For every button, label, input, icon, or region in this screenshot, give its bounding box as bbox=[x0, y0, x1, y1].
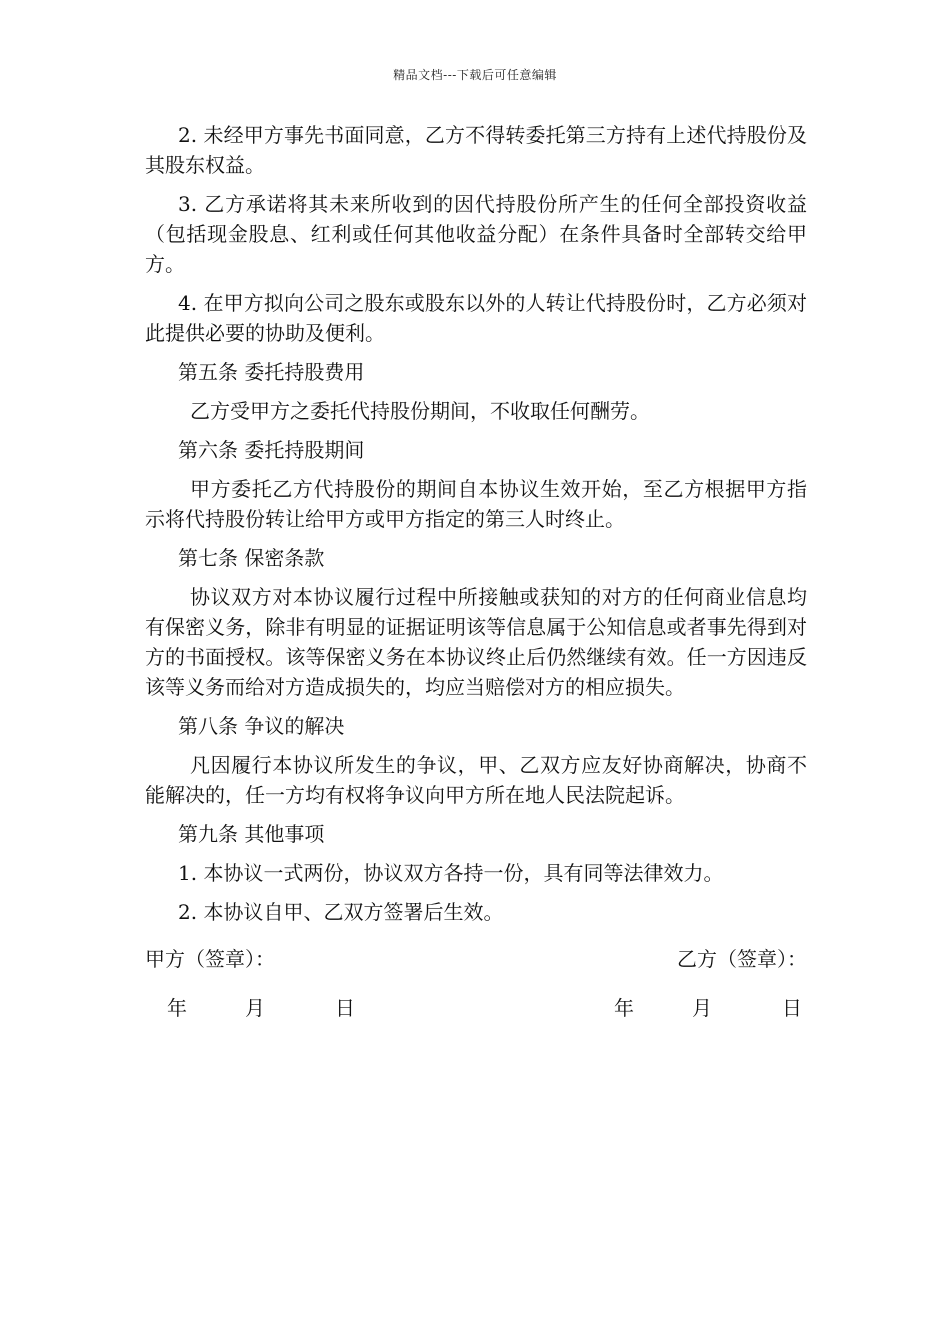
article-8-text: 凡因履行本协议所发生的争议，甲、乙双方应友好协商解决，协商不能解决的，任一方均有权将争议向甲方所在地人民法院起诉。 bbox=[145, 753, 807, 807]
party-b-month-label: 月 bbox=[692, 996, 712, 1020]
article-7-title: 第七条 保密条款 bbox=[178, 546, 325, 570]
party-a-day-label: 日 bbox=[335, 996, 355, 1020]
article-5-title: 第五条 委托持股费用 bbox=[178, 360, 365, 384]
party-a-signature-label: 甲方（签章）： bbox=[145, 947, 275, 971]
article-5-text: 乙方受甲方之委托代持股份期间，不收取任何酬劳。 bbox=[190, 399, 650, 423]
article-6-title: 第六条 委托持股期间 bbox=[178, 438, 365, 462]
article-7-text: 协议双方对本协议履行过程中所接触或获知的对方的任何商业信息均有保密义务，除非有明显的证据证明该等信息属于公知信息或者事先得到对方的书面授权。该等保密义务在本协议终止后仍然继续有效。任一方因违反该等义务而给对方造成损失的，均应当赔偿对方的相应损失。 bbox=[145, 585, 807, 699]
party-b-signature-label: 乙方（签章）： bbox=[677, 947, 807, 971]
date-row bbox=[145, 993, 807, 1023]
party-b-day-label: 日 bbox=[782, 996, 802, 1020]
article-9-item-2: 2. 本协议自甲、乙双方签署后生效。 bbox=[178, 900, 504, 924]
party-b-year-label: 年 bbox=[614, 996, 634, 1020]
article-9-item-1: 1. 本协议一式两份，协议双方各持一份，具有同等法律效力。 bbox=[178, 861, 724, 885]
article-6-text: 甲方委托乙方代持股份的期间自本协议生效开始，至乙方根据甲方指示将代持股份转让给甲方或甲方指定的第三人时终止。 bbox=[145, 477, 807, 531]
clause-item-2: 2. 未经甲方事先书面同意，乙方不得转委托第三方持有上述代持股份及其股东权益。 bbox=[145, 123, 807, 177]
agreement-body bbox=[145, 120, 807, 936]
article-8-title: 第八条 争议的解决 bbox=[178, 714, 345, 738]
party-a-year-label: 年 bbox=[167, 996, 187, 1020]
party-a-month-label: 月 bbox=[245, 996, 265, 1020]
article-9-title: 第九条 其他事项 bbox=[178, 822, 325, 846]
clause-item-3: 3. 乙方承诺将其未来所收到的因代持股份所产生的任何全部投资收益（包括现金股息、红利或任何其他收益分配）在条件具备时全部转交给甲方。 bbox=[145, 192, 807, 276]
clause-item-4: 4. 在甲方拟向公司之股东或股东以外的人转让代持股份时，乙方必须对此提供必要的协助及便利。 bbox=[145, 291, 807, 345]
signature-row bbox=[145, 944, 807, 974]
page-header: 精品文档---下载后可任意编辑 bbox=[393, 68, 557, 82]
